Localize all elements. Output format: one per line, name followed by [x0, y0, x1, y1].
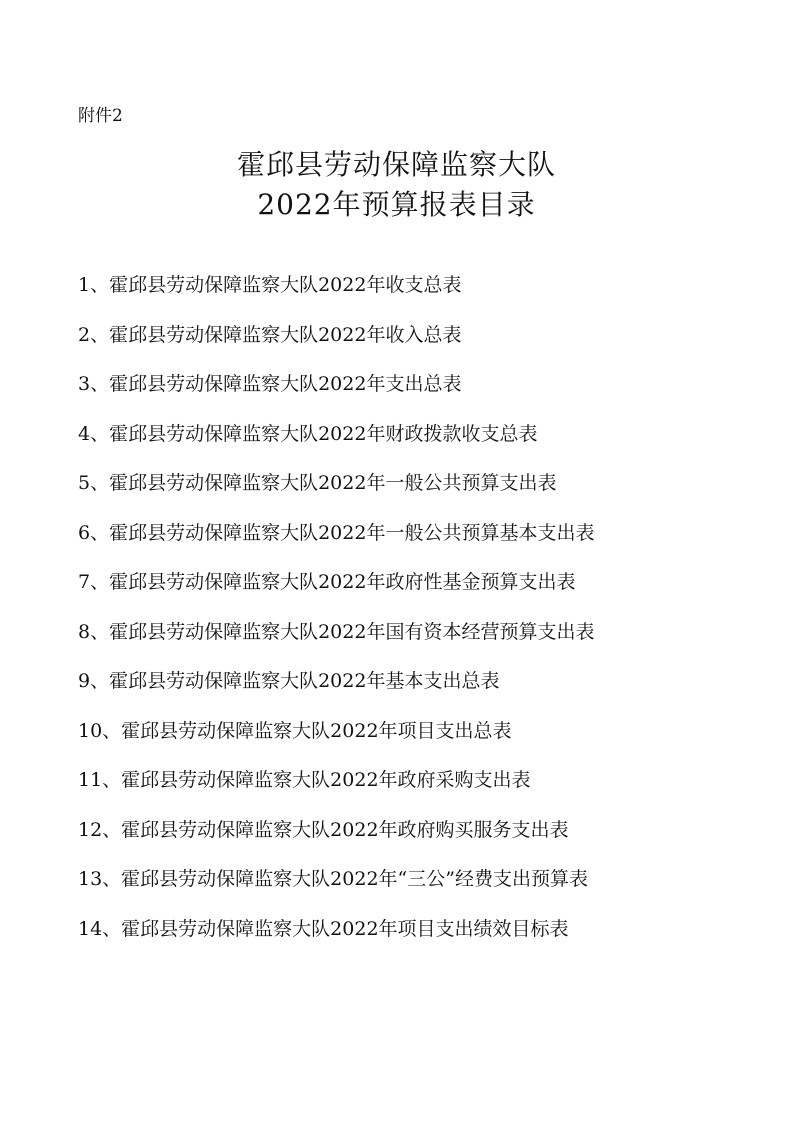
- toc-item: 13、霍邱县劳动保障监察大队2022年“三公”经费支出预算表: [78, 868, 588, 890]
- toc-item: 8、霍邱县劳动保障监察大队2022年国有资本经营预算支出表: [78, 620, 595, 643]
- toc-item: 10、霍邱县劳动保障监察大队2022年项目支出总表: [78, 719, 512, 742]
- attachment-label: 附件2: [78, 106, 123, 126]
- toc-item: 11、霍邱县劳动保障监察大队2022年政府采购支出表: [78, 769, 531, 791]
- toc-item: 9、霍邱县劳动保障监察大队2022年基本支出总表: [78, 670, 500, 692]
- toc-item: 7、霍邱县劳动保障监察大队2022年政府性基金预算支出表: [78, 571, 576, 593]
- toc-item: 12、霍邱县劳动保障监察大队2022年政府购买服务支出表: [78, 818, 569, 841]
- table-of-contents: [78, 271, 594, 964]
- toc-item: 14、霍邱县劳动保障监察大队2022年项目支出绩效目标表: [78, 917, 569, 940]
- toc-item: 2、霍邱县劳动保障监察大队2022年收入总表: [78, 323, 462, 346]
- toc-item: 3、霍邱县劳动保障监察大队2022年支出总表: [78, 373, 462, 395]
- toc-item: 6、霍邱县劳动保障监察大队2022年一般公共预算基本支出表: [78, 521, 595, 544]
- toc-item: 5、霍邱县劳动保障监察大队2022年一般公共预算支出表: [78, 472, 557, 494]
- document-title-line2: 2022年预算报表目录: [257, 188, 536, 221]
- toc-item: 4、霍邱县劳动保障监察大队2022年财政拨款收支总表: [78, 422, 538, 445]
- toc-item: 1、霍邱县劳动保障监察大队2022年收支总表: [78, 274, 462, 296]
- document-title-line1: 霍邱县劳动保障监察大队: [236, 148, 556, 181]
